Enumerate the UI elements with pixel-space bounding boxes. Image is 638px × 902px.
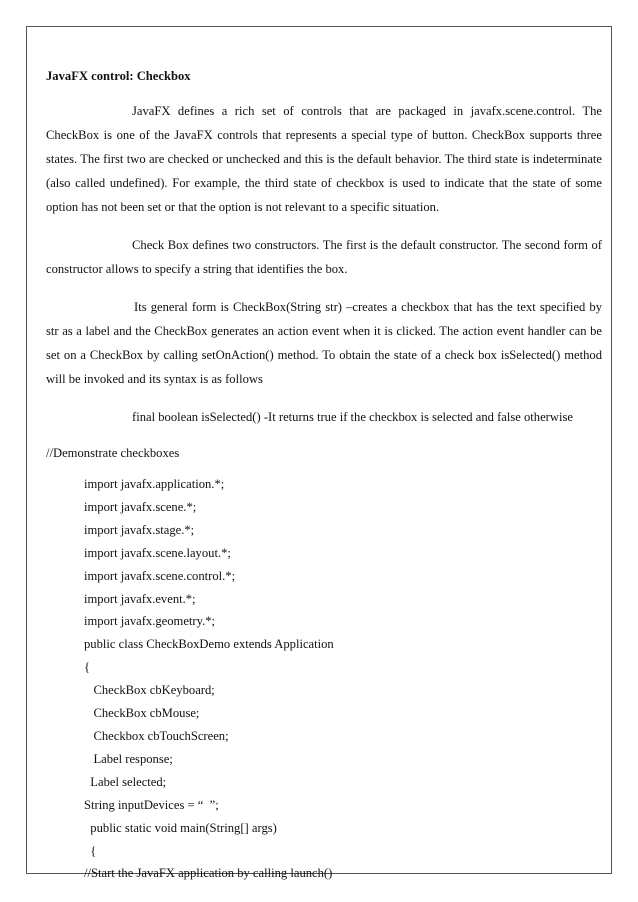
code-line: import javafx.stage.*; [84,522,195,537]
method-signature: final boolean isSelected() -It returns true if the checkbox is selected and false otherwise [132,410,573,424]
paragraph-constructors [46,233,602,281]
code-line: //Start the JavaFX application by calling launch() [84,866,333,881]
code-line: import javafx.application.*; [84,477,225,491]
code-line: Label selected; [84,774,167,789]
paragraph-general-form [46,295,602,391]
code-line: import javafx.scene.*; [84,499,197,514]
code-line: import javafx.scene.control.*; [84,568,236,583]
document-body [46,66,602,885]
code-line: public class CheckBoxDemo extends Application [84,637,334,652]
paragraph-intro [46,99,602,219]
paragraph-general-form-text: Its general form is CheckBox(String str) –creates a checkbox that has the text specified by str as a label and the CheckBox generates an action event when it is clicked. The action event handler can be set on a CheckBox by calling setOnAction() method. To obtain the state of a check box isSelected() method will be invoked and its syntax is as follows [46,300,602,386]
code-line: public static void main(String[] args) [84,820,277,835]
code-comment: //Demonstrate checkboxes [46,446,180,460]
code-block [46,473,602,885]
paragraph-intro-text: JavaFX defines a rich set of controls that are packaged in javafx.scene.control. The CheckBox is one of the JavaFX controls that represents a special type of button. CheckBox supports three states. The first two are checked or unchecked and this is the default behavior. The third state is indeterminate (also called undefined). For example, the third state of checkbox is used to indicate that the state of some option has not been set or that the option is not relevant to a specific situation. [46,104,602,214]
code-line: import javafx.geometry.*; [84,614,216,629]
code-line: Checkbox cbTouchScreen; [84,728,229,743]
code-line: import javafx.event.*; [84,591,196,606]
code-line: Label response; [84,751,173,766]
code-line: String inputDevices = “ ”; [84,797,219,812]
code-line: import javafx.scene.layout.*; [84,545,231,560]
paragraph-constructors-text: Check Box defines two constructors. The first is the default constructor. The second form of constructor allows to specify a string that identifies the box. [46,238,602,276]
code-line: { [84,843,97,858]
code-line: CheckBox cbKeyboard; [84,683,215,698]
document-title: JavaFX control: Checkbox [46,69,191,83]
code-line: CheckBox cbMouse; [84,706,200,721]
code-line: { [84,660,91,675]
